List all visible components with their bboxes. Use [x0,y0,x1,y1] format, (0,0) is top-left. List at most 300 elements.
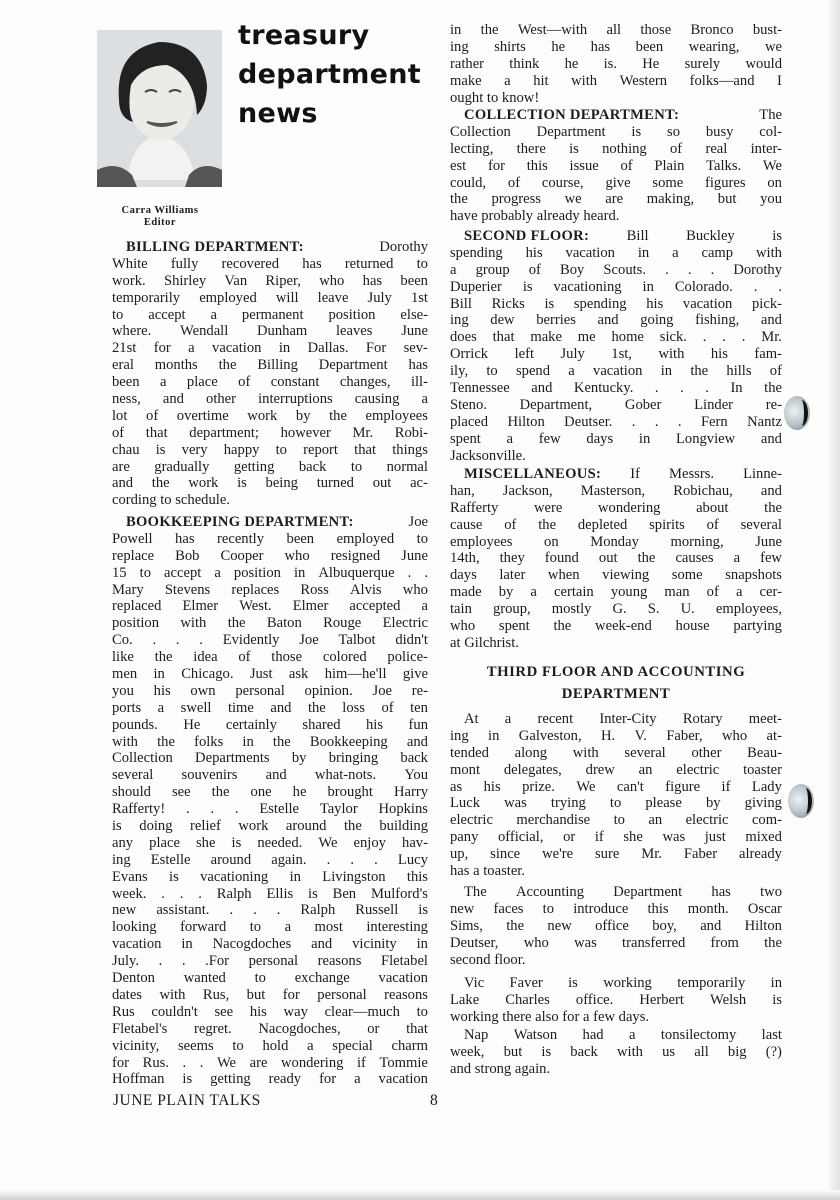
text-line [450,312,782,329]
word: his [483,778,501,795]
word: on [544,533,559,550]
word: again. [271,851,307,868]
word: Steno. [450,396,487,413]
word: what-nots. [314,767,377,784]
word: working [603,975,652,991]
text-line [450,279,782,296]
word: that [406,1020,428,1037]
word: progress [491,191,541,208]
word: Department [318,357,388,374]
text-line [450,863,782,880]
word: wondering [281,1054,344,1071]
text-line [112,256,428,273]
word: rather [450,55,485,72]
word: where. [112,323,152,340]
text-line [450,329,782,346]
nap-watson-paragraph [450,1027,782,1078]
word: a [157,699,165,716]
word: men [112,666,138,683]
word: employees, [715,601,782,618]
word: a [733,550,741,567]
word: work [247,407,278,424]
word: Taylor [319,801,358,818]
word: of [381,699,394,716]
word: just [704,829,726,846]
word: course, [541,174,584,191]
word: . [710,261,715,278]
text-line [450,601,782,618]
word: Beau- [747,744,782,761]
word: is [112,818,122,835]
word: . [702,329,707,346]
word: Accounting [515,884,585,900]
word: we're [542,846,574,863]
word: all [694,1043,709,1060]
word: back [570,1043,598,1060]
word: this [647,900,669,917]
word: Charles [505,991,550,1008]
word: ing [450,727,469,744]
word: Elmer [182,598,219,615]
word: Watson [513,1027,558,1043]
word: Dallas. [307,340,349,357]
word: Evidently [222,632,280,649]
word: Rafferty! [112,801,166,818]
text-line [450,397,782,414]
word: has [408,357,428,374]
word: this [526,157,548,174]
text-line [450,346,782,363]
text-line [112,1055,428,1072]
word: July [367,289,392,306]
word: Ross [300,581,329,598]
word: in [278,340,291,357]
text-line [112,290,428,307]
word: Colorado. [674,278,733,295]
word: heard. [583,208,620,225]
word: young [610,584,648,601]
word: for [487,157,505,174]
word: tonsilectomy [660,1027,737,1043]
text-line [450,635,782,652]
word: didn't [395,632,428,649]
word: place [149,834,180,851]
word: days. [618,1008,650,1025]
text-line [112,357,428,374]
word: and [265,767,287,784]
word: of [620,157,633,174]
word: causing [354,391,400,408]
word: work. [112,272,146,289]
word: the [553,618,572,635]
word: turned [316,475,354,492]
word: interruptions [258,391,333,408]
word: mixed [745,829,782,846]
word: a [450,261,457,278]
text-line [450,158,782,175]
word: . [158,953,163,970]
word: Mulford's [370,885,428,902]
word: of [112,424,125,441]
word: see [214,1003,234,1020]
word: trying [550,795,586,812]
word: could, [450,174,487,191]
word: can't [616,778,644,795]
word: to [609,795,622,812]
word: has [711,884,731,900]
editor-name: Carra Williams [121,205,199,216]
collection-department-paragraph [450,107,782,225]
footer-page-number: 8 [430,1092,439,1109]
word: July [560,346,585,363]
word: days [450,567,477,584]
word: camp [701,244,734,261]
word: . [181,953,186,970]
word: At [464,711,479,727]
word: . [152,632,157,649]
word: is [568,975,578,991]
word: Robi- [394,424,428,441]
word: office [595,917,629,934]
word: all [606,22,622,38]
text-line [450,56,782,73]
word: a [284,919,292,936]
word: Sims, [450,917,483,934]
word: last [761,1027,782,1043]
word: time [227,699,254,716]
word: group [475,261,510,278]
title-line: news [238,98,318,129]
text-line [450,245,782,262]
word: temporarily [677,975,746,991]
text-line [450,296,782,313]
word: to [613,812,625,829]
word: vacation [378,970,428,987]
word: The [464,884,487,900]
word: of [769,363,782,380]
word: to [486,89,502,106]
word: for [562,1008,583,1025]
word: Albuquerque [318,564,395,581]
text-line [450,124,782,141]
word: new [450,900,475,917]
word: who [284,547,310,564]
word: getting [210,1071,251,1088]
word: ing [450,38,469,55]
word: if [721,778,731,795]
word: a [421,598,428,615]
word: has [302,255,322,272]
word: with [755,244,782,261]
word: has [175,530,195,547]
word: is [237,475,247,492]
text-line [112,1038,428,1055]
word: in [181,936,193,953]
text-line [450,812,782,829]
text-line [112,734,428,751]
word: Fern [700,413,728,430]
word: Mr. [352,424,374,441]
word: Fletabel's [112,1020,168,1037]
continued-paragraph [450,22,782,106]
word: found [544,550,579,567]
word: Luck [450,795,480,812]
word: from [710,934,739,951]
word: days [586,430,614,447]
word: constant [270,374,320,391]
rotary-paragraph [450,711,782,880]
word: certain [554,584,594,601]
text-line [112,700,428,717]
word: other [206,391,237,408]
word: vacation [378,1071,428,1088]
word: vacation [593,363,643,380]
word: causes [675,550,714,567]
word: they [499,550,525,567]
word: Mary [112,581,144,598]
word: hit [533,72,549,89]
word: couldn't [151,1003,198,1020]
text-line [112,649,428,666]
text-line [450,918,782,935]
word: to [232,1037,244,1054]
text-line [112,514,428,531]
word: wondering [598,499,661,516]
word: electric [450,812,493,829]
word: a [214,564,221,581]
text-line [450,73,782,90]
word: the [157,733,175,750]
word: . [210,801,215,818]
word: the [307,699,326,716]
word: resigned [330,547,381,564]
word: building [379,818,428,835]
word: out [598,550,618,567]
word: Livingston [322,868,386,885]
word: the [764,934,782,951]
word: give [605,174,631,191]
word: at [450,634,465,651]
word: Shirley [163,272,207,289]
word: to [139,564,151,581]
word: are [112,458,130,475]
text-line [450,39,782,56]
word: . [234,801,239,818]
word: also [535,1008,563,1025]
word: already [739,846,782,863]
word: S. [647,601,660,618]
word: faces [493,900,524,917]
word: of [238,649,251,666]
word: who [722,727,748,744]
word: West—with [517,22,588,38]
word: been [286,530,315,547]
word: If [630,466,640,482]
word: his [249,1003,267,1020]
word: ask [288,666,309,683]
word: will [275,289,299,306]
word: figures [705,174,746,191]
text-line [450,992,782,1009]
word: month. [687,900,729,917]
word: dew [490,312,515,329]
text-line [112,1021,428,1038]
word: and [760,312,782,329]
page-title [238,16,421,133]
text-line [450,745,782,762]
word: man [664,584,690,601]
word: electric [676,761,720,778]
word: is [541,1043,552,1060]
word: Tommie [379,1054,428,1071]
text-line [450,584,782,601]
word: Dorothy [379,239,428,255]
word: spending [450,244,503,261]
word: wearing, [688,38,740,55]
word: real [705,140,728,157]
word: position [112,615,160,632]
word: in [770,975,782,991]
word: han, [450,482,475,499]
word: temporarily [112,289,181,306]
word: . [179,885,184,902]
word: Ricks [491,295,525,312]
text-line [112,632,428,649]
word: Rafferty [450,499,499,516]
word: ily, [450,363,469,380]
word: on [767,174,782,191]
word: vacationing [200,868,269,885]
paragraph-heading: BOOKKEEPING DEPARTMENT: [126,514,354,530]
word: . [182,1054,187,1071]
text-line [450,414,782,431]
word: chau [112,441,140,458]
word: up, [450,846,469,863]
word: He [183,716,201,733]
word: Just [249,666,273,683]
word: in [660,363,673,380]
word: recent [537,711,574,727]
text-line [112,750,428,767]
word: working [450,1008,503,1025]
text-line [450,90,782,107]
word: berries [536,312,576,329]
word: in [416,936,428,953]
word: in [638,430,651,447]
word: . [631,413,636,430]
word: exchange [294,970,350,987]
word: Riper, [265,272,301,289]
word: department; [189,424,259,441]
word: again. [514,1060,551,1077]
word: an [638,761,653,778]
text-line [450,901,782,918]
word: . [161,885,165,902]
word: V. [634,727,647,744]
word: about [696,499,729,516]
word: Collection [450,123,511,140]
text-line [112,835,428,852]
word: to [160,492,176,509]
word: . [374,851,378,868]
word: who [402,581,428,598]
word: Hilton [744,917,782,934]
word: July. [112,953,140,970]
word: brought [327,784,373,801]
word: if [356,1054,366,1071]
word: Joe [372,682,392,699]
word: fun [408,716,428,733]
word: . [741,329,746,346]
word: surely [684,55,721,72]
word: the [272,733,291,750]
word: think [509,55,540,72]
word: Department, [519,396,593,413]
text-line [450,846,782,863]
word: snapshots [725,567,782,584]
word: Deutser. [564,413,613,430]
paragraph-heading: BILLING DEPARTMENT: [126,239,304,255]
word: Elmer [292,598,329,615]
text-line [112,425,428,442]
section-heading [450,661,782,705]
text-line [450,711,782,728]
word: Hopkins [378,801,428,818]
word: several [740,516,782,533]
word: . [229,902,234,919]
word: 14th, [450,550,480,567]
word: in [642,278,654,295]
word: he [292,784,307,801]
word: Department [613,884,683,900]
word: dates [112,986,142,1003]
title-line: treasury [238,20,370,51]
word: way [283,1003,308,1020]
word: the [506,917,525,934]
word: pick- [752,295,782,312]
word: Mr. [641,846,662,863]
word: vacationing [553,278,622,295]
word: cause [450,516,483,533]
text-line [112,548,428,565]
word: by [295,407,311,424]
word: figure [665,778,701,795]
word: being [265,475,298,492]
word: other [691,744,722,761]
word: H. [601,727,616,744]
word: a [473,863,484,880]
word: by [291,750,307,767]
word: . [198,885,202,902]
text-line [450,500,782,517]
word: . [687,261,692,278]
word: ing [112,851,131,868]
word: . [753,278,758,295]
word: as [450,778,463,795]
text-line [450,208,782,225]
word: is [231,834,242,851]
word: 1st [410,289,428,306]
billing-department-paragraph [112,239,428,509]
text-line [112,307,428,324]
word: would [745,55,782,72]
section-heading-line: DEPARTMENT [561,686,671,702]
word: personal [248,953,299,970]
word: Evans [112,868,148,885]
word: spirits [649,516,685,533]
word: the [343,818,362,835]
word: police- [387,649,428,666]
